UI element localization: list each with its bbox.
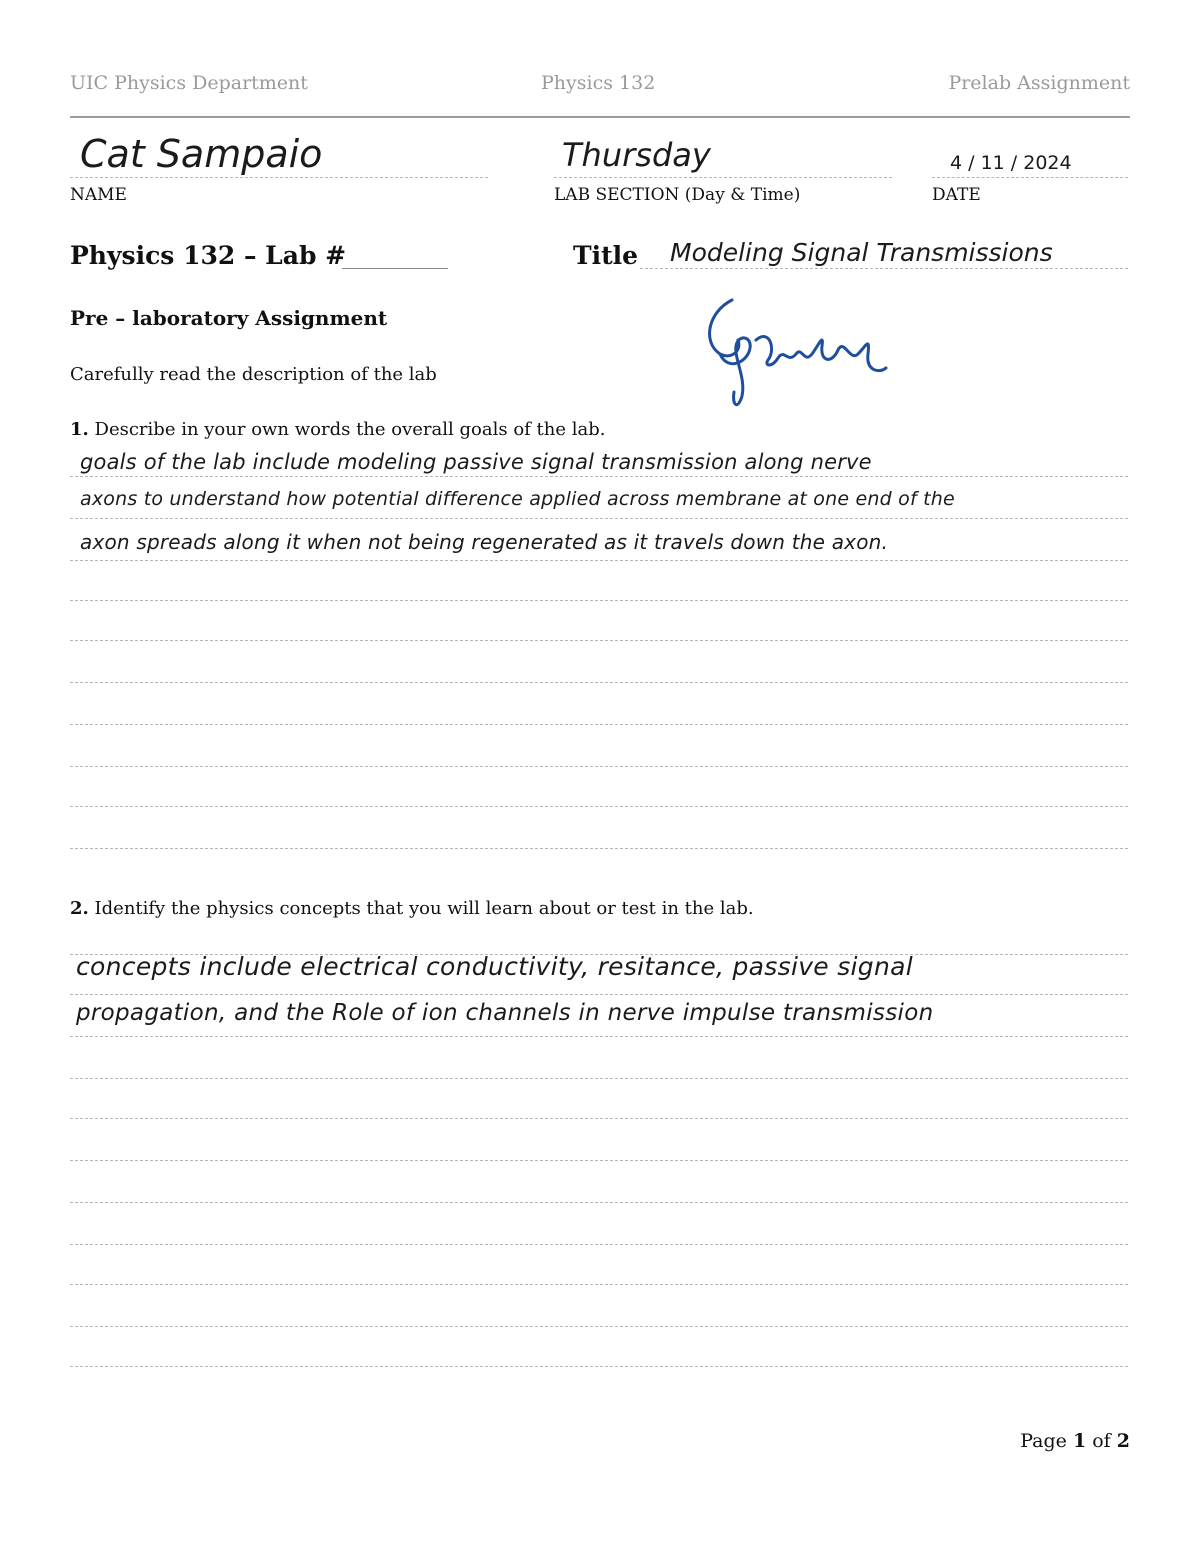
page-current: 1 [1072, 1430, 1087, 1452]
title-value: Modeling Signal Transmissions [670, 238, 1053, 267]
q1-answer-line-3: axon spreads along it when not being regenerated as it travels down the axon. [80, 530, 889, 554]
name-label: NAME [70, 185, 127, 205]
q1-line [70, 640, 1128, 641]
title-line [640, 268, 1128, 269]
q1-line [70, 848, 1128, 849]
q1-line [70, 682, 1128, 683]
q1-prompt-text: Describe in your own words the overall goals of the lab. [94, 419, 606, 440]
q2-line [70, 1284, 1128, 1285]
signature-image [698, 292, 898, 417]
q1-number: 1. [70, 419, 89, 440]
q2-line [70, 1036, 1128, 1037]
name-value: Cat Sampaio [80, 132, 323, 176]
q1-answer-line-2: axons to understand how potential difference applied across membrane at one end of the [80, 488, 955, 510]
q2-line [70, 1244, 1128, 1245]
title-label: Title [573, 241, 639, 270]
prelab-heading: Pre – laboratory Assignment [70, 306, 388, 330]
section-value: Thursday [562, 136, 711, 174]
header-assignment: Prelab Assignment [948, 72, 1130, 94]
lab-number-line [342, 268, 448, 269]
header-course: Physics 132 [541, 72, 656, 94]
header-department: UIC Physics Department [70, 72, 308, 94]
q1-answer-line-1: goals of the lab include modeling passive signal transmission along nerve [80, 450, 872, 474]
page-number [1020, 1430, 1130, 1452]
q2-line [70, 1326, 1128, 1327]
page-total: 2 [1116, 1430, 1130, 1452]
q2-line [70, 1202, 1128, 1203]
section-label: LAB SECTION (Day & Time) [554, 185, 801, 205]
q1-line [70, 600, 1128, 601]
q2-line [70, 954, 1128, 955]
header-rule [70, 116, 1130, 118]
instruction-text: Carefully read the description of the lab [70, 364, 437, 385]
section-line [554, 177, 892, 178]
q2-number: 2. [70, 898, 89, 919]
q2-prompt-text: Identify the physics concepts that you will learn about or test in the lab. [94, 898, 754, 919]
q2-line [70, 1160, 1128, 1161]
q1-line [70, 476, 1128, 477]
q2-line [70, 1366, 1128, 1367]
q1-line [70, 724, 1128, 725]
q2-line [70, 1118, 1128, 1119]
q2-line [70, 994, 1128, 995]
name-line [70, 177, 488, 178]
date-line [932, 177, 1128, 178]
lab-heading: Physics 132 – Lab # [70, 241, 347, 270]
q2-line [70, 1078, 1128, 1079]
q1-line [70, 518, 1128, 519]
q1-line [70, 766, 1128, 767]
date-label: DATE [932, 185, 981, 205]
date-value: 4 / 11 / 2024 [950, 152, 1072, 174]
q2-prompt [70, 898, 754, 919]
q1-prompt [70, 419, 605, 440]
q1-line [70, 806, 1128, 807]
page-word: Page [1020, 1430, 1067, 1452]
q1-line [70, 560, 1128, 561]
of-word: of [1092, 1430, 1111, 1452]
q2-answer-line-1: concepts include electrical conductivity, resitance, passive signal [76, 952, 913, 981]
q2-answer-line-2: propagation, and the Role of ion channels in nerve impulse transmission [76, 1000, 934, 1026]
